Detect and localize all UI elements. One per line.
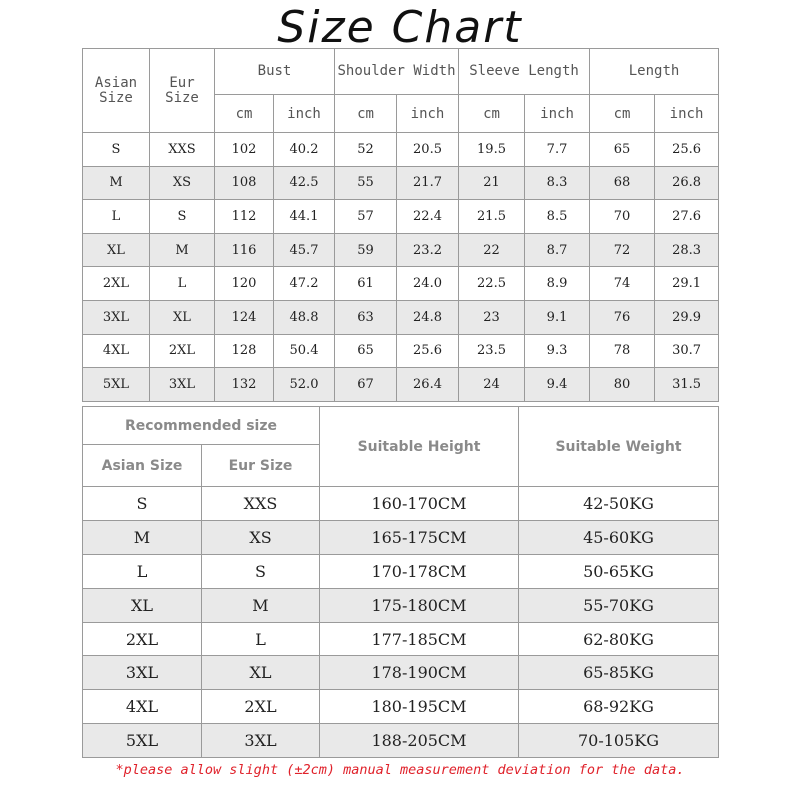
cell-weight: 55-70KG <box>519 588 719 622</box>
cell-len-cm: 72 <box>590 233 655 267</box>
cell-bust-cm: 108 <box>215 166 274 200</box>
cell-len-cm: 70 <box>590 200 655 234</box>
cell-len-cm: 76 <box>590 300 655 334</box>
header-recommended-size: Recommended size <box>83 407 320 445</box>
page-title: Size Chart <box>277 2 523 53</box>
cell-height: 170-178CM <box>320 554 519 588</box>
cell-eur: M <box>202 588 320 622</box>
table-row <box>83 133 719 167</box>
table-row <box>83 368 719 402</box>
cell-asian: 5XL <box>83 724 202 758</box>
cell-sl-in: 9.3 <box>525 334 590 368</box>
cell-len-in: 29.9 <box>655 300 719 334</box>
cell-sh-cm: 57 <box>335 200 397 234</box>
cell-asian: 2XL <box>83 622 202 656</box>
recommended-size-table <box>82 406 719 758</box>
cell-weight: 62-80KG <box>519 622 719 656</box>
table-row <box>83 622 719 656</box>
cell-sl-in: 8.5 <box>525 200 590 234</box>
measurement-note: *please allow slight (±2cm) manual measurement deviation for the data. <box>115 762 685 778</box>
cell-weight: 65-85KG <box>519 656 719 690</box>
cell-bust-cm: 102 <box>215 133 274 167</box>
cell-eur: XL <box>150 300 215 334</box>
cell-len-in: 27.6 <box>655 200 719 234</box>
unit-cm: cm <box>335 95 397 133</box>
cell-asian: XL <box>83 588 202 622</box>
cell-sh-in: 22.4 <box>397 200 459 234</box>
cell-eur: 3XL <box>150 368 215 402</box>
cell-asian: 3XL <box>83 656 202 690</box>
cell-len-in: 28.3 <box>655 233 719 267</box>
cell-sl-cm: 23.5 <box>459 334 525 368</box>
cell-bust-in: 40.2 <box>274 133 335 167</box>
header-shoulder-width: Shoulder Width <box>335 49 459 95</box>
cell-len-in: 25.6 <box>655 133 719 167</box>
cell-len-cm: 68 <box>590 166 655 200</box>
cell-asian: 3XL <box>83 300 150 334</box>
cell-height: 188-205CM <box>320 724 519 758</box>
table-row <box>83 166 719 200</box>
unit-cm: cm <box>459 95 525 133</box>
cell-asian: L <box>83 200 150 234</box>
cell-len-in: 29.1 <box>655 267 719 301</box>
table-row <box>83 554 719 588</box>
table-row <box>83 200 719 234</box>
cell-eur: M <box>150 233 215 267</box>
cell-len-cm: 65 <box>590 133 655 167</box>
cell-bust-in: 45.7 <box>274 233 335 267</box>
cell-height: 180-195CM <box>320 690 519 724</box>
cell-bust-in: 42.5 <box>274 166 335 200</box>
table-row <box>83 300 719 334</box>
cell-height: 160-170CM <box>320 487 519 521</box>
cell-sl-in: 9.1 <box>525 300 590 334</box>
cell-bust-cm: 112 <box>215 200 274 234</box>
cell-sh-cm: 52 <box>335 133 397 167</box>
cell-weight: 70-105KG <box>519 724 719 758</box>
cell-asian: S <box>83 487 202 521</box>
table-row <box>83 690 719 724</box>
cell-len-in: 26.8 <box>655 166 719 200</box>
cell-eur: S <box>150 200 215 234</box>
cell-asian: 4XL <box>83 334 150 368</box>
cell-sh-in: 25.6 <box>397 334 459 368</box>
cell-eur: L <box>150 267 215 301</box>
header-bust: Bust <box>215 49 335 95</box>
header-asian-size: Asian Size <box>83 445 202 487</box>
cell-len-cm: 80 <box>590 368 655 402</box>
cell-len-cm: 74 <box>590 267 655 301</box>
cell-asian: S <box>83 133 150 167</box>
cell-sh-cm: 67 <box>335 368 397 402</box>
cell-eur: XS <box>202 520 320 554</box>
cell-asian: L <box>83 554 202 588</box>
cell-sl-cm: 21 <box>459 166 525 200</box>
table-row <box>83 724 719 758</box>
cell-sl-in: 8.9 <box>525 267 590 301</box>
cell-len-in: 31.5 <box>655 368 719 402</box>
cell-eur: 3XL <box>202 724 320 758</box>
cell-eur: XXS <box>202 487 320 521</box>
cell-bust-cm: 116 <box>215 233 274 267</box>
cell-eur: 2XL <box>150 334 215 368</box>
cell-sl-cm: 24 <box>459 368 525 402</box>
cell-bust-in: 48.8 <box>274 300 335 334</box>
cell-asian: XL <box>83 233 150 267</box>
cell-bust-in: 52.0 <box>274 368 335 402</box>
cell-eur: XL <box>202 656 320 690</box>
cell-sl-cm: 23 <box>459 300 525 334</box>
cell-sh-cm: 63 <box>335 300 397 334</box>
table-row <box>83 520 719 554</box>
cell-bust-in: 44.1 <box>274 200 335 234</box>
cell-asian: M <box>83 520 202 554</box>
cell-sl-in: 8.3 <box>525 166 590 200</box>
cell-sh-in: 20.5 <box>397 133 459 167</box>
unit-inch: inch <box>397 95 459 133</box>
cell-asian: M <box>83 166 150 200</box>
table-row <box>83 487 719 521</box>
cell-asian: 2XL <box>83 267 150 301</box>
cell-sh-in: 23.2 <box>397 233 459 267</box>
cell-sh-cm: 61 <box>335 267 397 301</box>
cell-eur: S <box>202 554 320 588</box>
cell-sh-in: 24.8 <box>397 300 459 334</box>
header-eur-size: Eur Size <box>150 49 215 133</box>
header-length: Length <box>590 49 719 95</box>
cell-bust-in: 50.4 <box>274 334 335 368</box>
cell-eur: XS <box>150 166 215 200</box>
table-row <box>83 656 719 690</box>
table-row <box>83 334 719 368</box>
header-suitable-weight: Suitable Weight <box>519 407 719 487</box>
cell-sl-in: 7.7 <box>525 133 590 167</box>
cell-sl-in: 8.7 <box>525 233 590 267</box>
cell-sl-cm: 21.5 <box>459 200 525 234</box>
cell-asian: 5XL <box>83 368 150 402</box>
unit-cm: cm <box>590 95 655 133</box>
cell-eur: L <box>202 622 320 656</box>
cell-bust-cm: 124 <box>215 300 274 334</box>
unit-inch: inch <box>655 95 719 133</box>
table-row <box>83 233 719 267</box>
cell-height: 178-190CM <box>320 656 519 690</box>
header-sleeve-length: Sleeve Length <box>459 49 590 95</box>
cell-weight: 68-92KG <box>519 690 719 724</box>
cell-len-in: 30.7 <box>655 334 719 368</box>
cell-height: 175-180CM <box>320 588 519 622</box>
header-asian-size: Asian Size <box>83 49 150 133</box>
cell-sh-in: 26.4 <box>397 368 459 402</box>
cell-bust-cm: 128 <box>215 334 274 368</box>
cell-weight: 50-65KG <box>519 554 719 588</box>
cell-eur: 2XL <box>202 690 320 724</box>
cell-sh-cm: 65 <box>335 334 397 368</box>
cell-asian: 4XL <box>83 690 202 724</box>
table-row <box>83 267 719 301</box>
cell-bust-cm: 132 <box>215 368 274 402</box>
cell-bust-cm: 120 <box>215 267 274 301</box>
header-eur-size: Eur Size <box>202 445 320 487</box>
cell-sh-in: 24.0 <box>397 267 459 301</box>
cell-height: 177-185CM <box>320 622 519 656</box>
header-suitable-height: Suitable Height <box>320 407 519 487</box>
cell-eur: XXS <box>150 133 215 167</box>
unit-inch: inch <box>525 95 590 133</box>
cell-sl-cm: 19.5 <box>459 133 525 167</box>
cell-sh-cm: 55 <box>335 166 397 200</box>
unit-inch: inch <box>274 95 335 133</box>
cell-sh-cm: 59 <box>335 233 397 267</box>
cell-weight: 45-60KG <box>519 520 719 554</box>
size-chart-table <box>82 48 719 402</box>
cell-sh-in: 21.7 <box>397 166 459 200</box>
cell-sl-cm: 22.5 <box>459 267 525 301</box>
cell-sl-in: 9.4 <box>525 368 590 402</box>
cell-bust-in: 47.2 <box>274 267 335 301</box>
table-row <box>83 588 719 622</box>
cell-sl-cm: 22 <box>459 233 525 267</box>
cell-len-cm: 78 <box>590 334 655 368</box>
cell-height: 165-175CM <box>320 520 519 554</box>
cell-weight: 42-50KG <box>519 487 719 521</box>
unit-cm: cm <box>215 95 274 133</box>
